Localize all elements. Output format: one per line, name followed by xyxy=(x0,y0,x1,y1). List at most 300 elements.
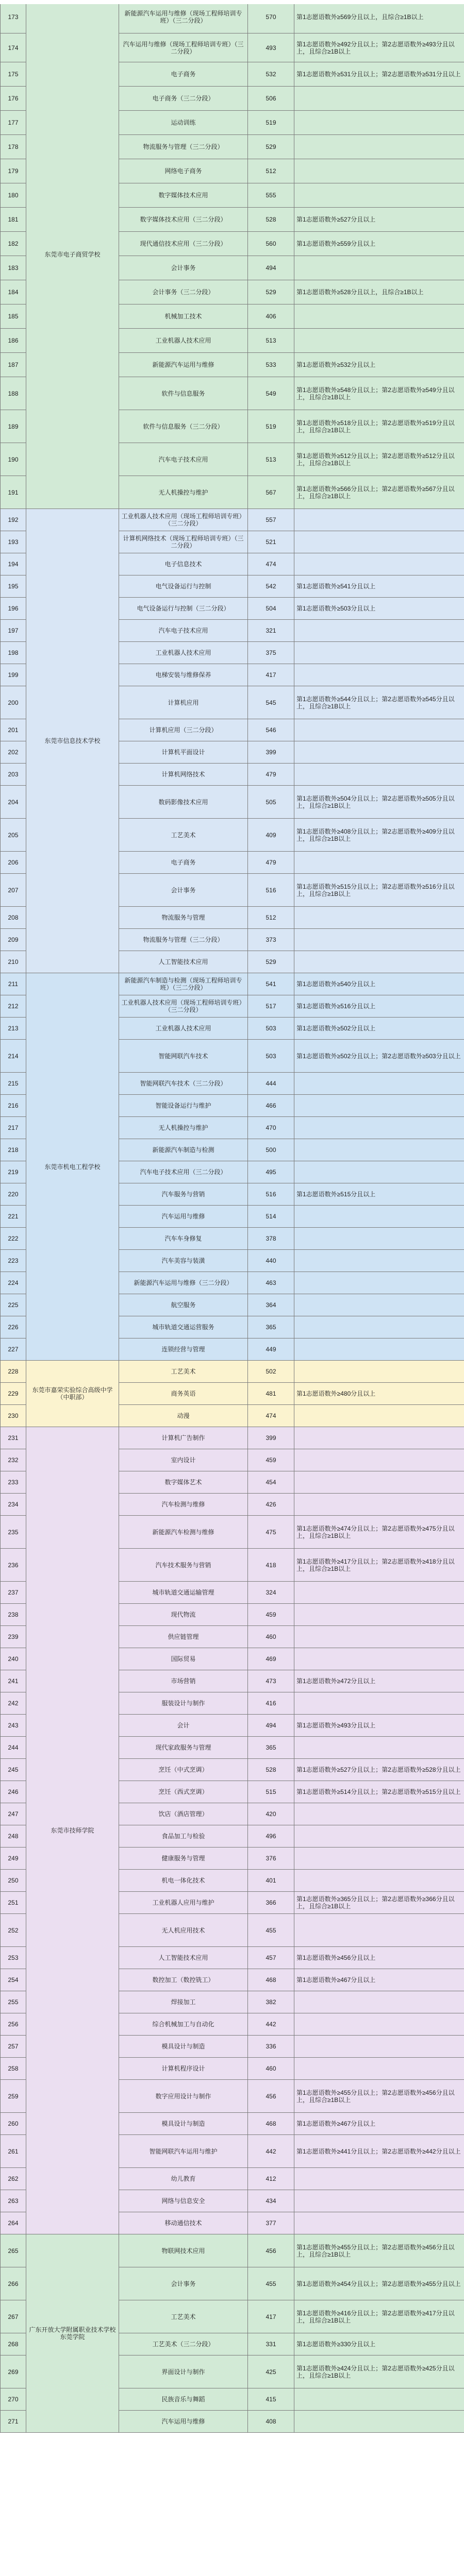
cutoff-score: 378 xyxy=(248,1228,294,1250)
major-name: 室内设计 xyxy=(119,1449,248,1471)
row-number: 237 xyxy=(1,1582,26,1604)
cutoff-score: 468 xyxy=(248,1969,294,1991)
admission-note xyxy=(294,304,464,329)
cutoff-score: 555 xyxy=(248,183,294,208)
admission-note: 第1志愿语数外≥424分且以上；第2志愿语数外≥425分且以上，且综合≥1B以上 xyxy=(294,2355,464,2388)
cutoff-score: 494 xyxy=(248,1715,294,1737)
cutoff-score: 512 xyxy=(248,907,294,929)
admission-note: 第1志愿语数外≥515分且以上 xyxy=(294,1183,464,1206)
admission-note xyxy=(294,1405,464,1427)
admission-note: 第1志愿语数外≥493分且以上 xyxy=(294,1715,464,1737)
row-number: 250 xyxy=(1,1870,26,1892)
row-number: 187 xyxy=(1,353,26,377)
major-name: 物流服务与管理（三二分段） xyxy=(119,135,248,159)
row-number: 184 xyxy=(1,280,26,304)
major-name: 软件与信息服务 xyxy=(119,377,248,410)
row-number: 189 xyxy=(1,410,26,443)
admission-note xyxy=(294,764,464,786)
cutoff-score: 506 xyxy=(248,87,294,111)
admission-note: 第1志愿语数外≥417分且以上；第2志愿语数外≥418分且以上，且综合≥1B以上 xyxy=(294,1549,464,1582)
admission-note xyxy=(294,1626,464,1648)
admission-note xyxy=(294,1361,464,1383)
row-number: 190 xyxy=(1,443,26,476)
cutoff-score: 513 xyxy=(248,329,294,353)
cutoff-score: 503 xyxy=(248,1040,294,1073)
admission-note: 第1志愿语数外≥455分且以上；第2志愿语数外≥456分且以上，且综合≥1B以上 xyxy=(294,2080,464,2113)
row-number: 205 xyxy=(1,819,26,852)
row-number: 213 xyxy=(1,1018,26,1040)
row-number: 247 xyxy=(1,1803,26,1825)
major-name: 工艺美术 xyxy=(119,819,248,852)
row-number: 263 xyxy=(1,2190,26,2212)
admission-note: 第1志愿语数外≥531分且以上；第2志愿语数外≥531分且以上 xyxy=(294,62,464,87)
cutoff-score: 549 xyxy=(248,377,294,410)
admission-note xyxy=(294,1848,464,1870)
cutoff-score: 425 xyxy=(248,2355,294,2388)
cutoff-score: 560 xyxy=(248,232,294,256)
admission-note: 第1志愿语数外≥502分且以上；第2志愿语数外≥503分且以上 xyxy=(294,1040,464,1073)
major-name: 计算机程序设计 xyxy=(119,2058,248,2080)
row-number: 226 xyxy=(1,1316,26,1338)
cutoff-score: 455 xyxy=(248,1914,294,1947)
cutoff-score: 376 xyxy=(248,1848,294,1870)
cutoff-score: 373 xyxy=(248,929,294,951)
row-number: 216 xyxy=(1,1095,26,1117)
cutoff-score: 456 xyxy=(248,2234,294,2267)
cutoff-score: 542 xyxy=(248,575,294,598)
major-name: 数字媒体技术应用（三二分段） xyxy=(119,208,248,232)
row-number: 185 xyxy=(1,304,26,329)
cutoff-score: 460 xyxy=(248,2058,294,2080)
major-name: 汽车服务与营销 xyxy=(119,1183,248,1206)
major-name: 焊接加工 xyxy=(119,1991,248,2013)
cutoff-score: 529 xyxy=(248,280,294,304)
row-number: 267 xyxy=(1,2300,26,2333)
admission-note xyxy=(294,87,464,111)
row-number: 210 xyxy=(1,951,26,973)
major-name: 新能源汽车制造与检测 xyxy=(119,1139,248,1161)
row-number: 269 xyxy=(1,2355,26,2388)
major-name: 电气设备运行与控制 xyxy=(119,575,248,598)
admission-note: 第1志愿语数外≥503分且以上 xyxy=(294,598,464,620)
cutoff-score: 513 xyxy=(248,443,294,476)
cutoff-score: 516 xyxy=(248,1183,294,1206)
row-number: 259 xyxy=(1,2080,26,2113)
row-number: 186 xyxy=(1,329,26,353)
major-name: 机电一体化技术 xyxy=(119,1870,248,1892)
admission-note xyxy=(294,929,464,951)
admission-note xyxy=(294,951,464,973)
major-name: 计算机应用（三二分段） xyxy=(119,719,248,741)
row-number: 232 xyxy=(1,1449,26,1471)
admission-note: 第1志愿语数外≥408分且以上；第2志愿语数外≥409分且以上，且综合≥1B以上 xyxy=(294,819,464,852)
table-row xyxy=(1,1,464,33)
cutoff-score: 366 xyxy=(248,1892,294,1914)
admission-note xyxy=(294,1117,464,1139)
admission-note xyxy=(294,1692,464,1715)
major-name: 界面设计与制作 xyxy=(119,2355,248,2388)
major-name: 智能网联汽车技术 xyxy=(119,1040,248,1073)
major-name: 城市轨道交通运营服务 xyxy=(119,1316,248,1338)
admission-note xyxy=(294,1991,464,2013)
major-name: 会计事务 xyxy=(119,2267,248,2300)
major-name: 工艺美术 xyxy=(119,2300,248,2333)
cutoff-score: 420 xyxy=(248,1803,294,1825)
cutoff-score: 469 xyxy=(248,1648,294,1670)
cutoff-score: 466 xyxy=(248,1095,294,1117)
row-number: 225 xyxy=(1,1294,26,1316)
major-name: 民族音乐与舞蹈 xyxy=(119,2388,248,2411)
major-name: 模具设计与制造 xyxy=(119,2036,248,2058)
major-name: 会计事务 xyxy=(119,256,248,280)
cutoff-score: 493 xyxy=(248,33,294,62)
row-number: 244 xyxy=(1,1737,26,1759)
major-name: 数字媒体技术应用 xyxy=(119,183,248,208)
row-number: 192 xyxy=(1,509,26,531)
major-name: 综合机械加工与自动化 xyxy=(119,2013,248,2036)
major-name: 会计事务（三二分段） xyxy=(119,280,248,304)
cutoff-score: 444 xyxy=(248,1073,294,1095)
major-name: 机械加工技术 xyxy=(119,304,248,329)
major-name: 计算机网络技术（现场工程师培训专班）（三二分段） xyxy=(119,531,248,553)
major-name: 会计 xyxy=(119,1715,248,1737)
major-name: 运动训练 xyxy=(119,111,248,135)
row-number: 246 xyxy=(1,1781,26,1803)
row-number: 173 xyxy=(1,1,26,33)
admission-note xyxy=(294,907,464,929)
cutoff-score: 505 xyxy=(248,786,294,819)
cutoff-score: 364 xyxy=(248,1294,294,1316)
row-number: 188 xyxy=(1,377,26,410)
cutoff-score: 519 xyxy=(248,410,294,443)
table-body xyxy=(1,1,464,2433)
cutoff-score: 434 xyxy=(248,2190,294,2212)
admission-note xyxy=(294,2013,464,2036)
row-number: 214 xyxy=(1,1040,26,1073)
cutoff-score: 567 xyxy=(248,476,294,509)
major-name: 健康服务与管理 xyxy=(119,1848,248,1870)
row-number: 201 xyxy=(1,719,26,741)
cutoff-score: 517 xyxy=(248,995,294,1018)
admission-note: 第1志愿语数外≥518分且以上；第2志愿语数外≥519分且以上，且综合≥1B以上 xyxy=(294,410,464,443)
major-name: 汽车检测与维修 xyxy=(119,1494,248,1516)
cutoff-score: 496 xyxy=(248,1825,294,1848)
school-name: 东莞市信息技术学校 xyxy=(26,509,119,973)
admission-note xyxy=(294,531,464,553)
cutoff-score: 545 xyxy=(248,686,294,719)
major-name: 计算机网络技术 xyxy=(119,764,248,786)
major-name: 烹饪（中式烹调） xyxy=(119,1759,248,1781)
admission-note: 第1志愿语数外≥532分且以上 xyxy=(294,353,464,377)
row-number: 215 xyxy=(1,1073,26,1095)
admission-note xyxy=(294,553,464,575)
cutoff-score: 399 xyxy=(248,741,294,764)
major-name: 无人机应用技术 xyxy=(119,1914,248,1947)
major-name: 汽车技术服务与营销 xyxy=(119,1549,248,1582)
major-name: 汽车车身修复 xyxy=(119,1228,248,1250)
admission-note xyxy=(294,1294,464,1316)
row-number: 196 xyxy=(1,598,26,620)
major-name: 无人机操控与维护 xyxy=(119,1117,248,1139)
cutoff-score: 418 xyxy=(248,1549,294,1582)
row-number: 240 xyxy=(1,1648,26,1670)
major-name: 工艺美术 xyxy=(119,1361,248,1383)
major-name: 食品加工与检验 xyxy=(119,1825,248,1848)
major-name: 数码影像技术应用 xyxy=(119,786,248,819)
row-number: 229 xyxy=(1,1383,26,1405)
cutoff-score: 365 xyxy=(248,1316,294,1338)
cutoff-score: 516 xyxy=(248,874,294,907)
row-number: 178 xyxy=(1,135,26,159)
row-number: 183 xyxy=(1,256,26,280)
admission-note: 第1志愿语数外≥527分且以上 xyxy=(294,208,464,232)
cutoff-score: 473 xyxy=(248,1670,294,1692)
major-name: 计算机平面设计 xyxy=(119,741,248,764)
row-number: 271 xyxy=(1,2411,26,2433)
row-number: 182 xyxy=(1,232,26,256)
admission-note xyxy=(294,1471,464,1494)
admission-note: 第1志愿语数外≥502分且以上 xyxy=(294,1018,464,1040)
admission-note xyxy=(294,1161,464,1183)
major-name: 电子商务（三二分段） xyxy=(119,87,248,111)
cutoff-score: 570 xyxy=(248,1,294,33)
cutoff-score: 519 xyxy=(248,111,294,135)
row-number: 243 xyxy=(1,1715,26,1737)
cutoff-score: 449 xyxy=(248,1338,294,1361)
cutoff-score: 468 xyxy=(248,2113,294,2135)
cutoff-score: 514 xyxy=(248,1206,294,1228)
cutoff-score: 408 xyxy=(248,2411,294,2433)
cutoff-score: 494 xyxy=(248,256,294,280)
admission-note xyxy=(294,256,464,280)
row-number: 204 xyxy=(1,786,26,819)
cutoff-score: 502 xyxy=(248,1361,294,1383)
admission-note xyxy=(294,111,464,135)
school-name: 东莞市电子商贸学校 xyxy=(26,1,119,509)
cutoff-score: 406 xyxy=(248,304,294,329)
major-name: 计算机应用 xyxy=(119,686,248,719)
cutoff-score: 460 xyxy=(248,1626,294,1648)
row-number: 258 xyxy=(1,2058,26,2080)
admission-note: 第1志愿语数外≥492分且以上；第2志愿语数外≥493分且以上，且综合≥1B以上 xyxy=(294,33,464,62)
school-name: 广东开放大学附属职业技术学校东莞学院 xyxy=(26,2234,119,2433)
row-number: 224 xyxy=(1,1272,26,1294)
school-name: 东莞市机电工程学校 xyxy=(26,973,119,1361)
major-name: 新能源汽车运用与维修 xyxy=(119,353,248,377)
major-name: 工业机器人技术应用（现场工程师培训专班）（三二分段） xyxy=(119,995,248,1018)
row-number: 242 xyxy=(1,1692,26,1715)
major-name: 无人机操控与维护 xyxy=(119,476,248,509)
admission-note: 第1志愿语数外≥441分且以上；第2志愿语数外≥442分且以上 xyxy=(294,2135,464,2168)
major-name: 航空服务 xyxy=(119,1294,248,1316)
major-name: 汽车电子技术应用 xyxy=(119,620,248,642)
major-name: 人工智能技术应用 xyxy=(119,1947,248,1969)
major-name: 烹饪（西式烹调） xyxy=(119,1781,248,1803)
row-number: 255 xyxy=(1,1991,26,2013)
row-number: 181 xyxy=(1,208,26,232)
cutoff-score: 475 xyxy=(248,1516,294,1549)
cutoff-score: 515 xyxy=(248,1781,294,1803)
admission-note xyxy=(294,2058,464,2080)
admission-note xyxy=(294,1803,464,1825)
row-number: 265 xyxy=(1,2234,26,2267)
table-row xyxy=(1,2234,464,2267)
row-number: 264 xyxy=(1,2212,26,2234)
admission-note xyxy=(294,2190,464,2212)
cutoff-score: 503 xyxy=(248,1018,294,1040)
cutoff-score: 541 xyxy=(248,973,294,995)
admission-note: 第1志愿语数外≥528分且以上，且综合≥1B以上 xyxy=(294,280,464,304)
admission-note xyxy=(294,1825,464,1848)
major-name: 电子商务 xyxy=(119,62,248,87)
admission-note xyxy=(294,2388,464,2411)
cutoff-score: 474 xyxy=(248,1405,294,1427)
row-number: 228 xyxy=(1,1361,26,1383)
row-number: 194 xyxy=(1,553,26,575)
row-number: 212 xyxy=(1,995,26,1018)
admission-note xyxy=(294,1914,464,1947)
admission-note: 第1志愿语数外≥467分且以上 xyxy=(294,2113,464,2135)
major-name: 工业机器人技术应用 xyxy=(119,329,248,353)
row-number: 207 xyxy=(1,874,26,907)
cutoff-score: 442 xyxy=(248,2135,294,2168)
major-name: 工业机器人技术应用（现场工程师培训专班）（三二分段） xyxy=(119,509,248,531)
row-number: 203 xyxy=(1,764,26,786)
cutoff-score: 528 xyxy=(248,1759,294,1781)
major-name: 人工智能技术应用 xyxy=(119,951,248,973)
cutoff-score: 474 xyxy=(248,553,294,575)
admission-note: 第1志愿语数外≥454分且以上；第2志愿语数外≥455分且以上 xyxy=(294,2267,464,2300)
cutoff-score: 504 xyxy=(248,598,294,620)
row-number: 257 xyxy=(1,2036,26,2058)
major-name: 现代通信技术应用（三二分段） xyxy=(119,232,248,256)
row-number: 179 xyxy=(1,159,26,183)
admission-note xyxy=(294,852,464,874)
admission-note xyxy=(294,1648,464,1670)
major-name: 新能源汽车检测与维修 xyxy=(119,1516,248,1549)
admission-note xyxy=(294,1338,464,1361)
row-number: 252 xyxy=(1,1914,26,1947)
row-number: 193 xyxy=(1,531,26,553)
admission-note xyxy=(294,1427,464,1449)
admission-note xyxy=(294,642,464,664)
row-number: 261 xyxy=(1,2135,26,2168)
major-name: 工业机器人技术应用 xyxy=(119,642,248,664)
admission-note xyxy=(294,1095,464,1117)
major-name: 工业机器人应用与维护 xyxy=(119,1892,248,1914)
cutoff-score: 512 xyxy=(248,159,294,183)
major-name: 物流服务与管理（三二分段） xyxy=(119,929,248,951)
admission-note: 第1志愿语数外≥416分且以上；第2志愿语数外≥417分且以上，且综合≥1B以上 xyxy=(294,2300,464,2333)
school-name: 东莞市嘉荣实验综合高级中学（中职部） xyxy=(26,1361,119,1427)
major-name: 网络与信息安全 xyxy=(119,2190,248,2212)
admission-note: 第1志愿语数外≥544分且以上；第2志愿语数外≥545分且以上，且综合≥1B以上 xyxy=(294,686,464,719)
cutoff-score: 528 xyxy=(248,208,294,232)
table-row xyxy=(1,1427,464,1449)
admission-note: 第1志愿语数外≥516分且以上 xyxy=(294,995,464,1018)
row-number: 249 xyxy=(1,1848,26,1870)
admission-note xyxy=(294,1139,464,1161)
major-name: 工艺美术（三二分段） xyxy=(119,2333,248,2355)
cutoff-score: 382 xyxy=(248,1991,294,2013)
major-name: 计算机广告制作 xyxy=(119,1427,248,1449)
admission-note xyxy=(294,1250,464,1272)
major-name: 模具设计与制造 xyxy=(119,2113,248,2135)
table-row xyxy=(1,973,464,995)
row-number: 222 xyxy=(1,1228,26,1250)
admission-note: 第1志愿语数外≥540分且以上 xyxy=(294,973,464,995)
row-number: 223 xyxy=(1,1250,26,1272)
admission-note: 第1志愿语数外≥480分且以上 xyxy=(294,1383,464,1405)
admission-note: 第1志愿语数外≥527分且以上；第2志愿语数外≥528分且以上 xyxy=(294,1759,464,1781)
admission-note: 第1志愿语数外≥548分且以上；第2志愿语数外≥549分且以上，且综合≥1B以上 xyxy=(294,377,464,410)
major-name: 电气设备运行与控制（三二分段） xyxy=(119,598,248,620)
cutoff-score: 336 xyxy=(248,2036,294,2058)
cutoff-score: 417 xyxy=(248,2300,294,2333)
row-number: 176 xyxy=(1,87,26,111)
row-number: 175 xyxy=(1,62,26,87)
cutoff-score: 495 xyxy=(248,1161,294,1183)
admission-note xyxy=(294,1494,464,1516)
admission-note xyxy=(294,1582,464,1604)
row-number: 211 xyxy=(1,973,26,995)
major-name: 电子信息技术 xyxy=(119,553,248,575)
row-number: 177 xyxy=(1,111,26,135)
row-number: 245 xyxy=(1,1759,26,1781)
cutoff-score: 331 xyxy=(248,2333,294,2355)
admission-note xyxy=(294,1870,464,1892)
admission-note xyxy=(294,2036,464,2058)
major-name: 商务英语 xyxy=(119,1383,248,1405)
cutoff-score: 412 xyxy=(248,2168,294,2190)
admission-note: 第1志愿语数外≥456分且以上 xyxy=(294,1947,464,1969)
admission-note: 第1志愿语数外≥504分且以上；第2志愿语数外≥505分且以上，且综合≥1B以上 xyxy=(294,786,464,819)
admission-note xyxy=(294,741,464,764)
cutoff-score: 442 xyxy=(248,2013,294,2036)
admission-note xyxy=(294,664,464,686)
row-number: 200 xyxy=(1,686,26,719)
admission-note: 第1志愿语数外≥455分且以上；第2志愿语数外≥456分且以上，且综合≥1B以上 xyxy=(294,2234,464,2267)
row-number: 235 xyxy=(1,1516,26,1549)
row-number: 180 xyxy=(1,183,26,208)
cutoff-score: 324 xyxy=(248,1582,294,1604)
row-number: 218 xyxy=(1,1139,26,1161)
row-number: 234 xyxy=(1,1494,26,1516)
major-name: 网络电子商务 xyxy=(119,159,248,183)
cutoff-score: 521 xyxy=(248,531,294,553)
row-number: 174 xyxy=(1,33,26,62)
major-name: 市场营销 xyxy=(119,1670,248,1692)
admission-note xyxy=(294,1737,464,1759)
admission-note xyxy=(294,509,464,531)
admission-note xyxy=(294,719,464,741)
cutoff-score: 401 xyxy=(248,1870,294,1892)
table-row xyxy=(1,509,464,531)
cutoff-score: 365 xyxy=(248,1737,294,1759)
admission-note xyxy=(294,2168,464,2190)
cutoff-score: 409 xyxy=(248,819,294,852)
cutoff-score: 440 xyxy=(248,1250,294,1272)
major-name: 智能设备运行与维护 xyxy=(119,1095,248,1117)
major-name: 数字媒体艺术 xyxy=(119,1471,248,1494)
cutoff-score: 377 xyxy=(248,2212,294,2234)
major-name: 移动通信技术 xyxy=(119,2212,248,2234)
major-name: 供应链管理 xyxy=(119,1626,248,1648)
admission-note: 第1志愿语数外≥330分且以上 xyxy=(294,2333,464,2355)
major-name: 物联网技术应用 xyxy=(119,2234,248,2267)
major-name: 汽车电子技术应用（三二分段） xyxy=(119,1161,248,1183)
major-name: 国际贸易 xyxy=(119,1648,248,1670)
